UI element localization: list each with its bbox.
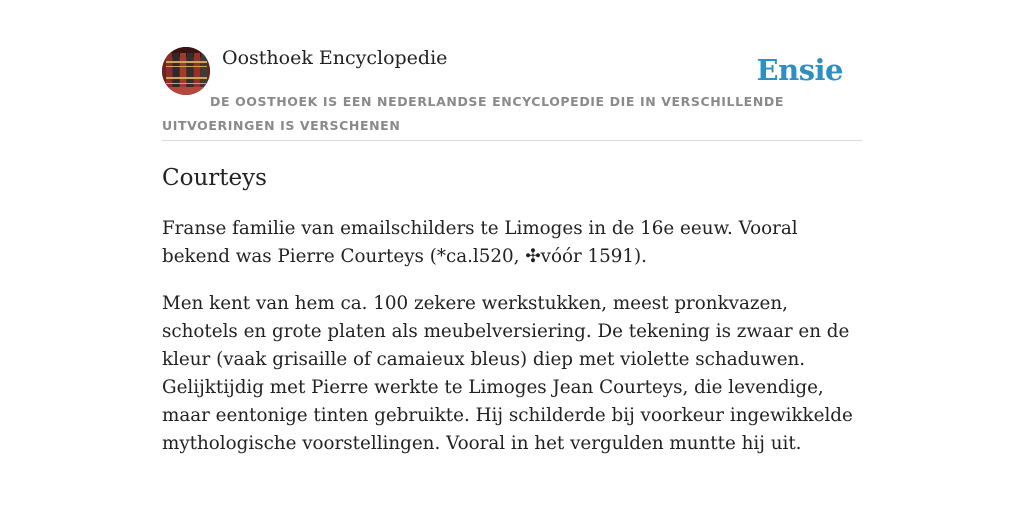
article-title: Courteys (162, 165, 267, 191)
brand-logo[interactable]: Ensie (756, 53, 843, 87)
site-title[interactable]: Oosthoek Encyclopedie (222, 47, 448, 69)
site-header (162, 46, 862, 141)
article (162, 160, 862, 458)
article-paragraph: Franse familie van emailschilders te Limoges in de 16e eeuw. Vooral bekend was Pierre Courteys (*ca.l520, ✣vóór 1591). (162, 218, 798, 267)
article-paragraph: Men kent van hem ca. 100 zekere werkstukken, meest pronkvazen, schotels en grote platen als meubelversiering. De tekening is zwaar en de kleur (vaak grisaille of camaieux bleus) diep met violette schaduwen. Gelijktijdig met Pierre werkte te Limoges Jean Courteys, die levendige, maar eentonige tinten gebruikte. Hij schilderde bij voorkeur ingewikkelde mythologische voorstellingen. Vooral in het vergulden muntte hij uit. (162, 293, 853, 454)
encyclopedia-books-icon[interactable] (162, 47, 210, 95)
site-tagline: DE OOSTHOEK IS EEN NEDERLANDSE ENCYCLOPEDIE DIE IN VERSCHILLENDE UITVOERINGEN IS VERSCHENEN (162, 94, 784, 133)
